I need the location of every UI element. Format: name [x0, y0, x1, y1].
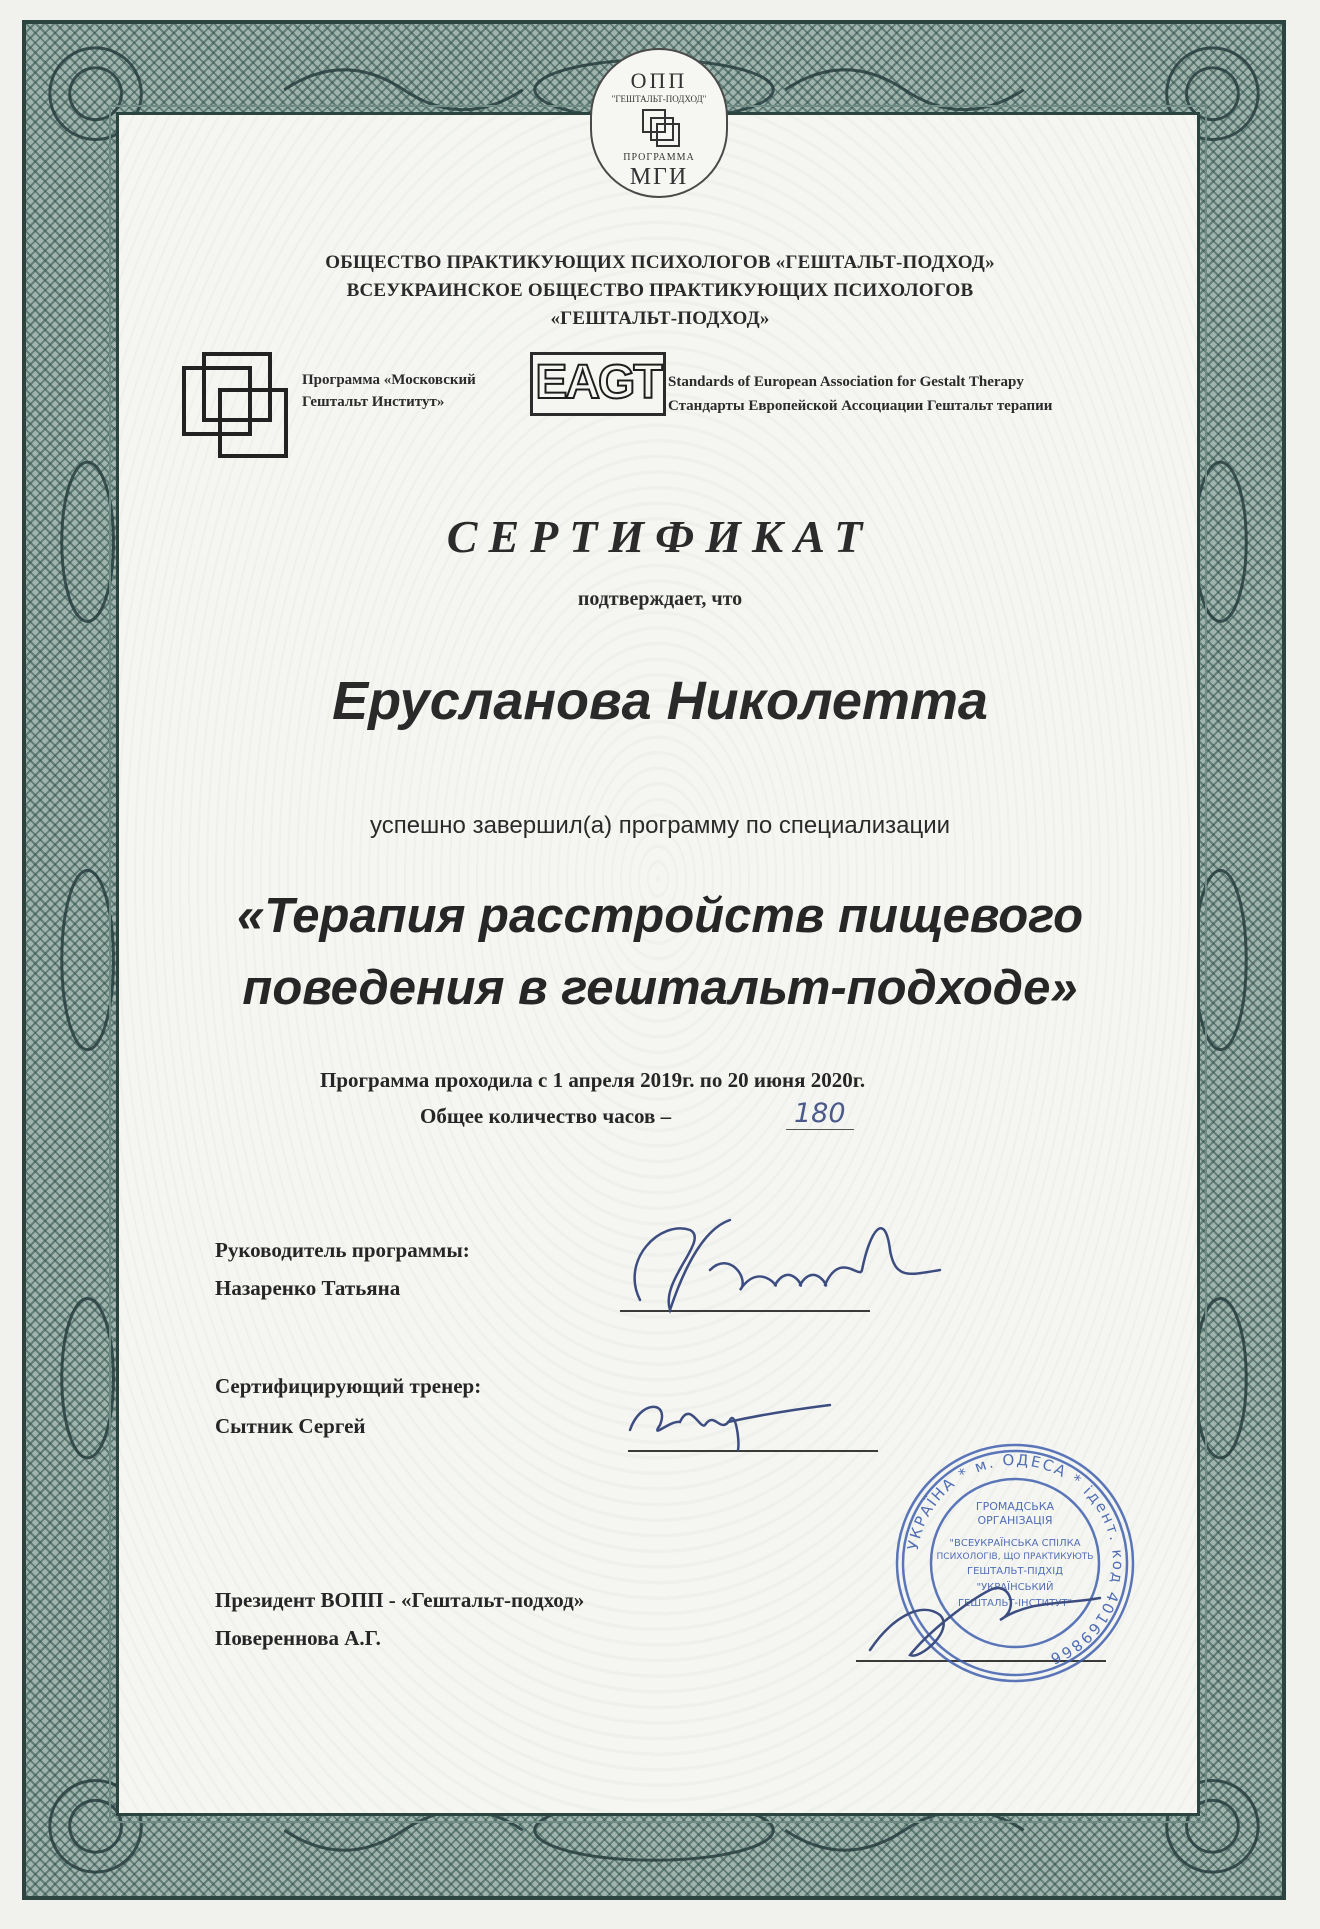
- director-signature: [600, 1190, 950, 1330]
- hours-value: 180: [786, 1098, 854, 1130]
- trainer-name: Сытник Сергей: [215, 1414, 366, 1438]
- recipient-name: Еруслановa Николетта: [332, 671, 988, 731]
- eagt-text-2: Стандарты Европейской Ассоциации Гештальт терапии: [668, 398, 1053, 414]
- stamp-ring-text: УКРАЇНА * м. ОДЕСА * ідент. код 40169866: [903, 1450, 1128, 1669]
- org-line-1: ОБЩЕСТВО ПРАКТИКУЮЩИХ ПСИХОЛОГОВ «ГЕШТАЛЬТ-ПОДХОД»: [325, 252, 995, 273]
- stamp-line-1: ГРОМАДСЬКА: [975, 1500, 1055, 1513]
- director-name: Назаренко Татьяна: [215, 1276, 401, 1300]
- stamp-line-6: "УКРАЇНСЬКИЙ: [976, 1582, 1054, 1593]
- seal-gestalt-text: "ГЕШТАЛЬТ-ПОДХОД": [611, 94, 707, 104]
- eagt-text-1: Standards of European Association for Gestalt Therapy: [668, 374, 1024, 390]
- certificate-title: СЕРТИФИКАТ: [446, 511, 874, 562]
- program-title-line-2: поведения в гештальт-подходе»: [242, 961, 1078, 1015]
- completed-text: успешно завершил(а) программу по специализации: [369, 812, 951, 839]
- stamp-line-2: ОРГАНІЗАЦІЯ: [977, 1514, 1053, 1527]
- trainer-signature: [620, 1380, 840, 1460]
- eagt-logo: EAGT: [530, 352, 666, 416]
- org-line-2: ВСЕУКРАИНСКОЕ ОБЩЕСТВО ПРАКТИКУЮЩИХ ПСИХОЛОГОВ: [346, 280, 974, 301]
- trainer-role: Сертифицирующий тренер:: [215, 1374, 482, 1398]
- stamp-line-3: "ВСЕУКРАЇНСЬКА СПІЛКА: [949, 1538, 1081, 1549]
- stamp-line-5: ГЕШТАЛЬТ-ПІДХІД: [966, 1566, 1064, 1577]
- president-role: Президент ВОПП - «Гештальт-подход»: [215, 1588, 585, 1612]
- stamp-line-7: ГЕШТАЛЬТ-ІНСТИТУТ": [957, 1598, 1073, 1609]
- program-period: Программа проходила с 1 апреля 2019г. по 20 июня 2020г.: [320, 1068, 866, 1092]
- seal-program-text: ПРОГРАММА: [623, 152, 695, 163]
- hours-label: Общее количество часов –: [420, 1104, 672, 1128]
- mgi-program-text-1: Программа «Московский: [302, 372, 476, 388]
- seal-mgi-text: МГИ: [629, 164, 689, 190]
- seal-opp-text: ОПП: [630, 68, 688, 93]
- mgi-seal: [590, 48, 728, 198]
- stamp-line-4: ПСИХОЛОГІВ, ЩО ПРАКТИКУЮТЬ: [936, 1552, 1094, 1562]
- mgi-square-logo: [180, 350, 292, 462]
- director-role: Руководитель программы:: [215, 1238, 470, 1262]
- mgi-square-logo-small: [641, 108, 681, 148]
- president-signature: [860, 1560, 1120, 1680]
- president-name: Повереннова А.Г.: [215, 1626, 381, 1650]
- program-title-line-1: «Терапия расстройств пищевого: [236, 889, 1084, 943]
- mgi-program-text-2: Гештальт Институт»: [302, 394, 445, 410]
- org-line-3: «ГЕШТАЛЬТ-ПОДХОД»: [550, 308, 770, 329]
- confirms-text: подтверждает, что: [577, 588, 743, 610]
